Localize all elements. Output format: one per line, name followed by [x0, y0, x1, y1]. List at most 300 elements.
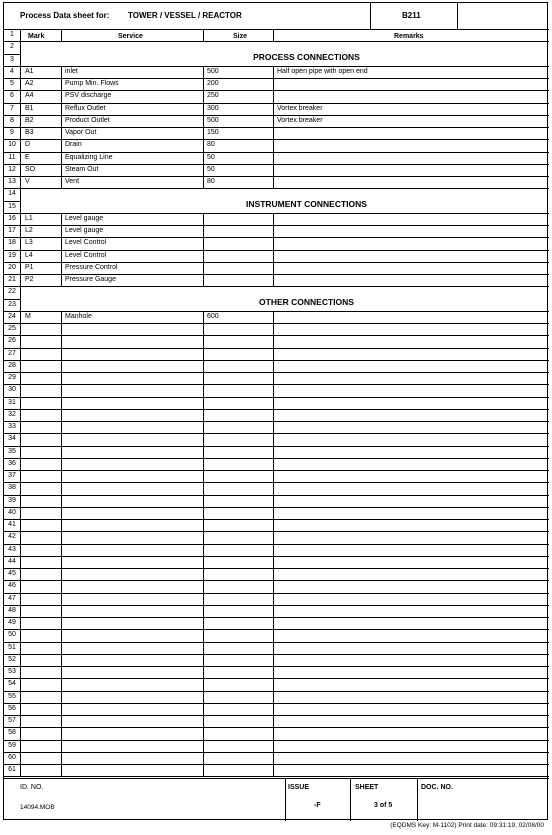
connection-mark: P2 [25, 276, 34, 283]
column-divider [273, 421, 274, 433]
column-divider [61, 213, 62, 225]
column-divider [273, 397, 274, 409]
row-number: 6 [10, 92, 14, 100]
column-divider [61, 348, 62, 360]
column-divider [273, 580, 274, 592]
column-divider [61, 617, 62, 629]
print-info: (EQDMS Key: M-1102) Print date: 09:31:19, 02/08/00 [390, 822, 544, 829]
row-number: 24 [8, 312, 16, 320]
column-divider [273, 593, 274, 605]
column-divider [273, 372, 274, 384]
column-divider [61, 250, 62, 262]
row-number: 43 [8, 545, 16, 553]
column-divider [273, 335, 274, 347]
connection-mark: B1 [25, 104, 34, 112]
column-divider [61, 458, 62, 470]
column-divider [273, 568, 274, 580]
row-rule [4, 764, 549, 765]
row-number: 13 [8, 178, 16, 185]
column-divider [61, 78, 62, 90]
column-divider [61, 495, 62, 507]
connection-service: Pump Min. Flows [65, 80, 119, 87]
column-divider [203, 617, 204, 629]
column-divider [61, 678, 62, 690]
column-divider [273, 250, 274, 262]
connection-mark: D [25, 141, 31, 149]
column-divider [203, 262, 204, 274]
column-divider [203, 740, 204, 752]
row-number: 12 [8, 165, 16, 173]
column-divider [203, 225, 204, 237]
row-number: 14 [8, 190, 16, 198]
connection-mark: SO [25, 165, 36, 173]
column-divider [61, 433, 62, 445]
column-divider [203, 115, 204, 127]
row-number: 16 [8, 214, 16, 222]
column-divider [61, 139, 62, 151]
row-rule [4, 262, 549, 263]
column-divider [273, 519, 274, 531]
column-divider [203, 29, 204, 41]
column-divider [203, 458, 204, 470]
connection-size: 50 [207, 153, 215, 161]
issue-value: -F [314, 802, 321, 809]
column-divider [61, 691, 62, 703]
row-rule [4, 397, 549, 398]
column-divider [203, 433, 204, 445]
row-rule [4, 642, 549, 643]
row-rule [4, 237, 549, 238]
row-rule [4, 433, 549, 434]
column-divider [203, 213, 204, 225]
row-number: 55 [8, 692, 16, 700]
connection-service: Product Outlet [65, 116, 110, 124]
header-rule [4, 29, 549, 30]
column-divider [61, 580, 62, 592]
row-rule [4, 482, 549, 483]
connection-mark: L3 [25, 239, 33, 247]
column-divider [203, 446, 204, 458]
column-divider [273, 544, 274, 556]
column-divider [273, 605, 274, 617]
column-divider [61, 519, 62, 531]
connection-size: 300 [207, 104, 219, 112]
row-rule [4, 654, 549, 655]
row-rule [4, 103, 549, 104]
column-divider [203, 654, 204, 666]
row-number: 57 [8, 717, 16, 724]
row-rule [4, 348, 549, 349]
column-divider [203, 397, 204, 409]
column-divider [203, 605, 204, 617]
row-number: 60 [8, 753, 16, 761]
column-divider [203, 666, 204, 678]
column-divider [203, 348, 204, 360]
column-divider [203, 544, 204, 556]
connection-mark: V [25, 178, 30, 185]
column-divider [61, 703, 62, 715]
connection-remarks: Half open pipe with open end [277, 67, 368, 75]
row-rule [4, 323, 549, 324]
row-number: 29 [8, 374, 16, 381]
column-divider [273, 103, 274, 115]
column-divider [203, 568, 204, 580]
connection-service: Level Control [65, 251, 107, 259]
equipment-type: TOWER / VESSEL / REACTOR [128, 11, 242, 20]
row-number: 40 [8, 508, 16, 516]
column-divider [273, 715, 274, 727]
column-divider [203, 629, 204, 641]
row-number: 47 [8, 594, 16, 602]
row-number: 4 [10, 67, 14, 75]
row-rule [4, 666, 549, 667]
row-number: 49 [8, 619, 16, 626]
row-number: 17 [8, 227, 16, 234]
connection-service: Reflux Outlet [65, 104, 106, 112]
column-divider [273, 703, 274, 715]
column-divider [61, 531, 62, 543]
row-rule [4, 617, 549, 618]
column-divider [61, 629, 62, 641]
row-number: 18 [8, 239, 16, 247]
column-divider [273, 446, 274, 458]
column-divider [61, 323, 62, 335]
row-rule [4, 176, 549, 177]
column-divider [61, 544, 62, 556]
column-divider [61, 397, 62, 409]
connection-mark: E [25, 153, 30, 161]
row-rule [4, 678, 549, 679]
row-rule [4, 740, 549, 741]
column-divider [203, 519, 204, 531]
row-number: 20 [8, 263, 16, 271]
row-rule [4, 54, 20, 55]
row-number: 37 [8, 472, 16, 479]
row-rule [4, 703, 549, 704]
column-divider [273, 727, 274, 739]
column-divider [203, 323, 204, 335]
column-divider [61, 360, 62, 372]
row-rule [4, 446, 549, 447]
header-divider [370, 3, 371, 29]
sheet-label: SHEET [355, 784, 379, 791]
column-divider [203, 495, 204, 507]
column-divider [203, 237, 204, 249]
column-divider [203, 360, 204, 372]
footer-divider [285, 778, 286, 821]
column-divider [273, 764, 274, 776]
row-number: 51 [8, 643, 16, 651]
column-divider [203, 78, 204, 90]
connection-service: Level Control [65, 239, 107, 247]
column-divider [273, 90, 274, 102]
column-divider [273, 115, 274, 127]
row-number: 61 [8, 766, 16, 773]
column-divider [273, 433, 274, 445]
row-rule [4, 458, 549, 459]
row-number: 44 [8, 557, 16, 565]
row-rule [4, 311, 549, 312]
connection-mark: B3 [25, 129, 34, 136]
row-rule [4, 274, 549, 275]
column-divider [203, 176, 204, 188]
row-rule [4, 225, 549, 226]
connection-service: Pressure Control [65, 263, 118, 271]
connection-size: 200 [207, 80, 219, 87]
row-rule [4, 752, 549, 753]
row-rule [4, 580, 549, 581]
col-header-service: Service [118, 33, 143, 40]
row-number: 59 [8, 741, 16, 749]
row-number: 23 [8, 300, 16, 308]
column-divider [273, 139, 274, 151]
row-rule [4, 360, 549, 361]
column-divider [61, 262, 62, 274]
row-rule [4, 421, 549, 422]
row-number: 42 [8, 533, 16, 541]
row-rule [4, 556, 549, 557]
row-number: 27 [8, 349, 16, 357]
column-divider [273, 629, 274, 641]
row-rule [4, 629, 549, 630]
row-number: 19 [8, 251, 16, 259]
column-divider [203, 152, 204, 164]
column-divider [203, 531, 204, 543]
row-rule [4, 568, 549, 569]
column-divider [61, 764, 62, 776]
connection-service: Level gauge [65, 227, 104, 234]
row-number: 10 [8, 141, 16, 149]
column-divider [61, 715, 62, 727]
column-divider [61, 311, 62, 323]
row-rule [4, 201, 20, 202]
row-rule [4, 531, 549, 532]
column-divider [273, 29, 274, 41]
id-value: 14094.MOB [20, 804, 55, 811]
row-number: 11 [8, 153, 16, 161]
row-number: 9 [10, 129, 14, 136]
row-rule [4, 66, 549, 67]
connection-mark: B2 [25, 116, 34, 124]
column-divider [273, 323, 274, 335]
connection-size: 50 [207, 165, 215, 173]
column-divider [273, 617, 274, 629]
row-number: 52 [8, 655, 16, 663]
row-rule [4, 164, 549, 165]
row-number: 22 [8, 288, 16, 296]
column-divider [273, 237, 274, 249]
row-rule [4, 691, 549, 692]
column-divider [61, 237, 62, 249]
column-divider [61, 384, 62, 396]
connection-size: 500 [207, 116, 219, 124]
connection-size: 600 [207, 312, 219, 320]
row-number: 32 [8, 410, 16, 418]
column-divider [61, 556, 62, 568]
column-divider [273, 470, 274, 482]
connection-remarks: Vortex breaker [277, 104, 323, 112]
column-divider [61, 115, 62, 127]
row-rule [4, 188, 549, 189]
connection-size: 250 [207, 92, 219, 100]
column-divider [273, 556, 274, 568]
section-instrument-connections: INSTRUMENT CONNECTIONS [246, 199, 367, 209]
row-rule [4, 213, 549, 214]
column-divider [203, 127, 204, 139]
connection-size: 80 [207, 178, 215, 185]
row-rule [4, 544, 549, 545]
column-divider [61, 372, 62, 384]
row-number: 45 [8, 570, 16, 577]
column-divider [61, 666, 62, 678]
row-number: 54 [8, 680, 16, 688]
column-divider [61, 225, 62, 237]
column-divider [273, 495, 274, 507]
column-divider [203, 274, 204, 286]
column-divider [273, 225, 274, 237]
row-rule [4, 605, 549, 606]
column-divider [203, 580, 204, 592]
column-divider [203, 409, 204, 421]
column-divider [61, 740, 62, 752]
column-divider [273, 78, 274, 90]
column-divider [273, 311, 274, 323]
row-rule [4, 152, 549, 153]
column-divider [61, 164, 62, 176]
row-rule [4, 519, 549, 520]
connection-service: Vent [65, 178, 80, 185]
column-divider [61, 176, 62, 188]
column-divider [273, 642, 274, 654]
sheet-label: Process Data sheet for: [20, 11, 110, 20]
id-label: ID. NO. [20, 784, 44, 791]
column-divider [61, 482, 62, 494]
column-divider [203, 470, 204, 482]
header-divider [457, 3, 458, 29]
column-divider [61, 152, 62, 164]
column-divider [203, 703, 204, 715]
connection-service: inlet [65, 67, 78, 75]
row-number: 41 [8, 521, 16, 528]
column-divider [61, 66, 62, 78]
column-divider [273, 213, 274, 225]
row-rule [4, 384, 549, 385]
column-divider [273, 531, 274, 543]
column-divider [273, 458, 274, 470]
row-rule [4, 335, 549, 336]
connection-service: Drain [65, 141, 82, 149]
connection-mark: A2 [25, 80, 34, 87]
column-divider [203, 66, 204, 78]
column-divider [61, 642, 62, 654]
row-number: 25 [8, 325, 16, 332]
row-number: 56 [8, 704, 16, 712]
col-header-mark: Mark [28, 33, 45, 40]
row-rule [4, 507, 549, 508]
row-number: 36 [8, 459, 16, 467]
row-rule [4, 372, 549, 373]
row-number: 53 [8, 668, 16, 675]
connection-mark: A1 [25, 67, 34, 75]
column-divider [61, 507, 62, 519]
row-rule [4, 115, 549, 116]
column-divider [203, 384, 204, 396]
column-divider [203, 727, 204, 739]
connection-service: Vapor Out [65, 129, 97, 136]
column-divider [273, 127, 274, 139]
column-divider [273, 691, 274, 703]
column-divider [61, 752, 62, 764]
connection-size: 500 [207, 67, 219, 75]
data-sheet [3, 2, 548, 820]
connection-size: 150 [207, 129, 219, 136]
column-divider [61, 727, 62, 739]
row-number: 1 [10, 31, 14, 38]
column-divider [203, 139, 204, 151]
row-number: 50 [8, 631, 16, 639]
footer-divider [350, 778, 351, 821]
column-divider [203, 311, 204, 323]
row-number: 2 [10, 43, 14, 51]
column-divider [203, 421, 204, 433]
connection-remarks: Vortex breaker [277, 116, 323, 124]
column-divider [61, 446, 62, 458]
section-other-connections: OTHER CONNECTIONS [259, 297, 354, 307]
column-divider [203, 482, 204, 494]
row-rule [4, 715, 549, 716]
row-rule [4, 78, 549, 79]
row-number: 39 [8, 496, 16, 504]
row-rule [4, 470, 549, 471]
column-divider [273, 678, 274, 690]
row-rule [4, 593, 549, 594]
column-divider [203, 507, 204, 519]
row-number: 46 [8, 582, 16, 590]
row-number: 34 [8, 435, 16, 443]
column-divider [273, 654, 274, 666]
row-rule [4, 409, 549, 410]
row-number: 8 [10, 116, 14, 124]
row-number: 48 [8, 606, 16, 614]
connection-service: Pressure Gauge [65, 276, 116, 283]
column-divider [203, 103, 204, 115]
row-number: 21 [8, 276, 16, 283]
row-number: 58 [8, 729, 16, 737]
row-rule [4, 250, 549, 251]
column-divider [20, 29, 21, 776]
column-divider [203, 250, 204, 262]
column-divider [203, 90, 204, 102]
column-divider [61, 127, 62, 139]
connection-mark: P1 [25, 263, 34, 271]
footer-divider [417, 778, 418, 821]
row-rule [4, 127, 549, 128]
connection-mark: L1 [25, 214, 33, 222]
row-rule [4, 495, 549, 496]
connection-mark: L4 [25, 251, 33, 259]
row-number: 33 [8, 423, 16, 430]
column-divider [273, 409, 274, 421]
connection-service: PSV discharge [65, 92, 112, 100]
equipment-tag: B211 [402, 11, 421, 20]
row-rule [4, 299, 20, 300]
column-divider [61, 605, 62, 617]
column-divider [273, 666, 274, 678]
connection-mark: L2 [25, 227, 33, 234]
row-rule [4, 90, 549, 91]
row-rule [4, 727, 549, 728]
column-divider [203, 691, 204, 703]
